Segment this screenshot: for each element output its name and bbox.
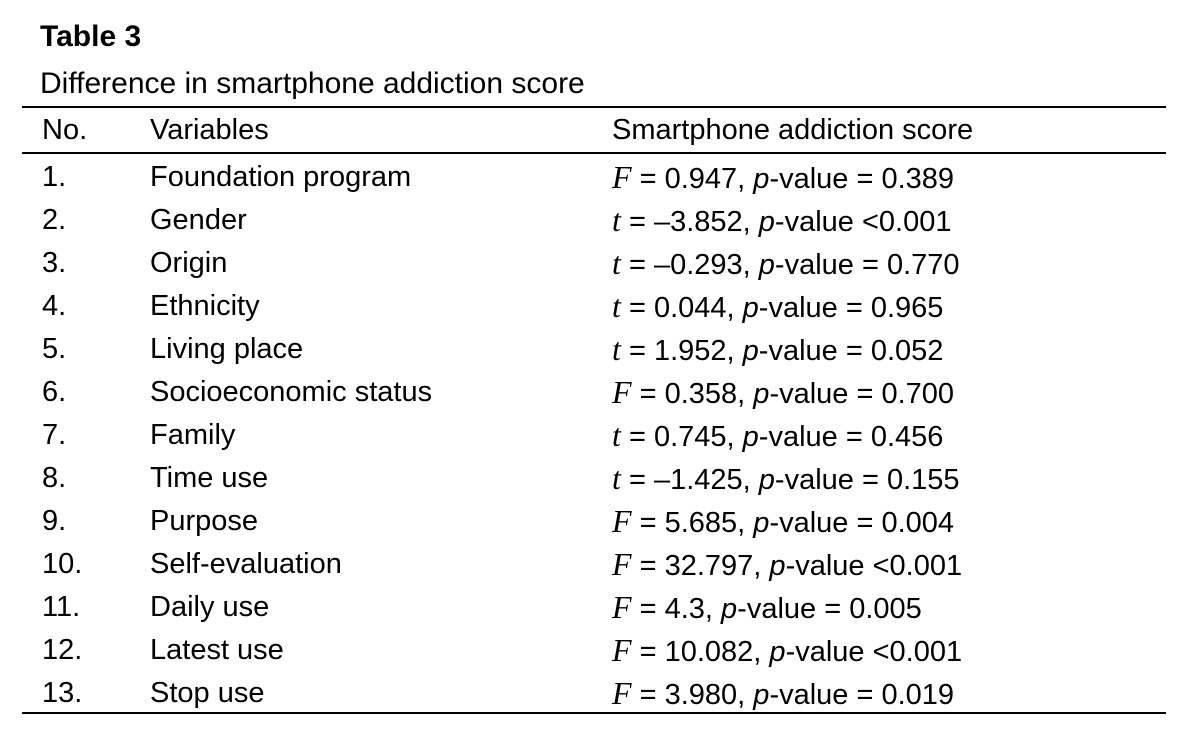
table-row bbox=[0, 586, 1200, 629]
stat-symbol: F bbox=[612, 159, 632, 195]
header-rule bbox=[22, 152, 1166, 154]
p-symbol: p bbox=[742, 421, 759, 453]
p-symbol: p bbox=[758, 249, 775, 281]
p-symbol: p bbox=[721, 593, 738, 625]
row-variable: Living place bbox=[150, 333, 304, 365]
row-number: 4. bbox=[42, 290, 67, 322]
row-variable: Foundation program bbox=[150, 161, 412, 193]
p-value: -value = 0.456 bbox=[758, 421, 944, 453]
p-value: -value = 0.155 bbox=[774, 464, 960, 496]
table-row bbox=[0, 629, 1200, 672]
p-value: -value = 0.004 bbox=[769, 507, 955, 539]
stat-symbol: F bbox=[612, 675, 632, 711]
stat-symbol: t bbox=[612, 331, 621, 367]
p-symbol: p bbox=[753, 163, 770, 195]
row-number: 1. bbox=[42, 161, 67, 193]
row-score bbox=[612, 242, 960, 287]
row-variable: Origin bbox=[150, 247, 228, 279]
table-row bbox=[0, 156, 1200, 199]
stat-symbol: F bbox=[612, 589, 632, 625]
stat-value: = –0.293, bbox=[620, 249, 759, 281]
row-score bbox=[612, 586, 922, 631]
row-variable: Ethnicity bbox=[150, 290, 260, 322]
row-variable: Latest use bbox=[150, 634, 284, 666]
stat-symbol: t bbox=[612, 288, 621, 324]
p-value: -value = 0.700 bbox=[769, 378, 955, 410]
p-symbol: p bbox=[753, 679, 770, 711]
table-header-row bbox=[0, 109, 1200, 151]
table-caption: Difference in smartphone addiction score bbox=[40, 67, 585, 100]
table-row bbox=[0, 500, 1200, 543]
p-value: -value <0.001 bbox=[774, 206, 952, 238]
row-variable: Self-evaluation bbox=[150, 548, 342, 580]
row-variable: Time use bbox=[150, 462, 269, 494]
stat-value: = 0.947, bbox=[631, 163, 754, 195]
stat-value: = 3.980, bbox=[631, 679, 754, 711]
stat-symbol: t bbox=[612, 245, 621, 281]
table-row bbox=[0, 371, 1200, 414]
row-number: 10. bbox=[42, 548, 83, 580]
p-symbol: p bbox=[753, 507, 770, 539]
row-number: 2. bbox=[42, 204, 67, 236]
stat-symbol: t bbox=[612, 202, 621, 238]
p-symbol: p bbox=[769, 636, 786, 668]
top-rule bbox=[22, 106, 1166, 108]
stat-value: = 1.952, bbox=[620, 335, 743, 367]
row-number: 12. bbox=[42, 634, 83, 666]
table-row bbox=[0, 285, 1200, 328]
p-value: -value = 0.965 bbox=[758, 292, 944, 324]
header-score: Smartphone addiction score bbox=[612, 114, 974, 146]
stat-value: = 0.358, bbox=[631, 378, 754, 410]
p-value: -value = 0.770 bbox=[774, 249, 960, 281]
row-number: 7. bbox=[42, 419, 67, 451]
row-variable: Gender bbox=[150, 204, 247, 236]
stat-symbol: F bbox=[612, 503, 632, 539]
table-row bbox=[0, 543, 1200, 586]
row-score bbox=[612, 629, 962, 674]
p-symbol: p bbox=[742, 292, 759, 324]
header-variables: Variables bbox=[150, 114, 269, 146]
table-row bbox=[0, 457, 1200, 500]
p-value: -value = 0.005 bbox=[737, 593, 922, 625]
stat-symbol: F bbox=[612, 632, 632, 668]
row-score bbox=[612, 156, 954, 201]
table-row bbox=[0, 672, 1200, 715]
row-variable: Stop use bbox=[150, 677, 265, 709]
p-value: -value <0.001 bbox=[785, 636, 963, 668]
table-row bbox=[0, 199, 1200, 242]
row-number: 3. bbox=[42, 247, 67, 279]
row-score bbox=[612, 199, 951, 244]
row-score bbox=[612, 328, 943, 373]
row-score bbox=[612, 457, 960, 502]
table-row bbox=[0, 414, 1200, 457]
bottom-rule bbox=[22, 712, 1166, 714]
stat-symbol: F bbox=[612, 546, 632, 582]
p-symbol: p bbox=[758, 464, 775, 496]
stat-symbol: t bbox=[612, 460, 621, 496]
stat-value: = –3.852, bbox=[620, 206, 759, 238]
p-symbol: p bbox=[758, 206, 775, 238]
stat-value: = 10.082, bbox=[631, 636, 770, 668]
stat-symbol: t bbox=[612, 417, 621, 453]
table-row bbox=[0, 328, 1200, 371]
row-score bbox=[612, 500, 954, 545]
row-score bbox=[612, 414, 943, 459]
row-variable: Socioeconomic status bbox=[150, 376, 433, 408]
row-variable: Daily use bbox=[150, 591, 270, 623]
stat-value: = 4.3, bbox=[631, 593, 722, 625]
stat-value: = 32.797, bbox=[631, 550, 770, 582]
stat-value: = 5.685, bbox=[631, 507, 754, 539]
row-number: 9. bbox=[42, 505, 67, 537]
row-variable: Purpose bbox=[150, 505, 259, 537]
row-number: 8. bbox=[42, 462, 67, 494]
p-value: -value = 0.019 bbox=[769, 679, 955, 711]
row-score bbox=[612, 543, 962, 588]
stat-value: = –1.425, bbox=[620, 464, 759, 496]
table-row bbox=[0, 242, 1200, 285]
table-body bbox=[0, 156, 1200, 715]
row-score bbox=[612, 371, 954, 416]
stat-value: = 0.044, bbox=[620, 292, 743, 324]
stat-symbol: F bbox=[612, 374, 632, 410]
p-value: -value = 0.389 bbox=[769, 163, 955, 195]
row-score bbox=[612, 672, 954, 717]
row-number: 6. bbox=[42, 376, 67, 408]
p-symbol: p bbox=[742, 335, 759, 367]
p-value: -value <0.001 bbox=[785, 550, 963, 582]
stat-value: = 0.745, bbox=[620, 421, 743, 453]
row-number: 13. bbox=[42, 677, 83, 709]
p-symbol: p bbox=[769, 550, 786, 582]
row-score bbox=[612, 285, 943, 330]
header-no: No. bbox=[42, 114, 88, 146]
p-value: -value = 0.052 bbox=[758, 335, 944, 367]
row-number: 5. bbox=[42, 333, 67, 365]
p-symbol: p bbox=[753, 378, 770, 410]
row-number: 11. bbox=[42, 591, 81, 623]
table-title: Table 3 bbox=[40, 20, 142, 53]
row-variable: Family bbox=[150, 419, 236, 451]
